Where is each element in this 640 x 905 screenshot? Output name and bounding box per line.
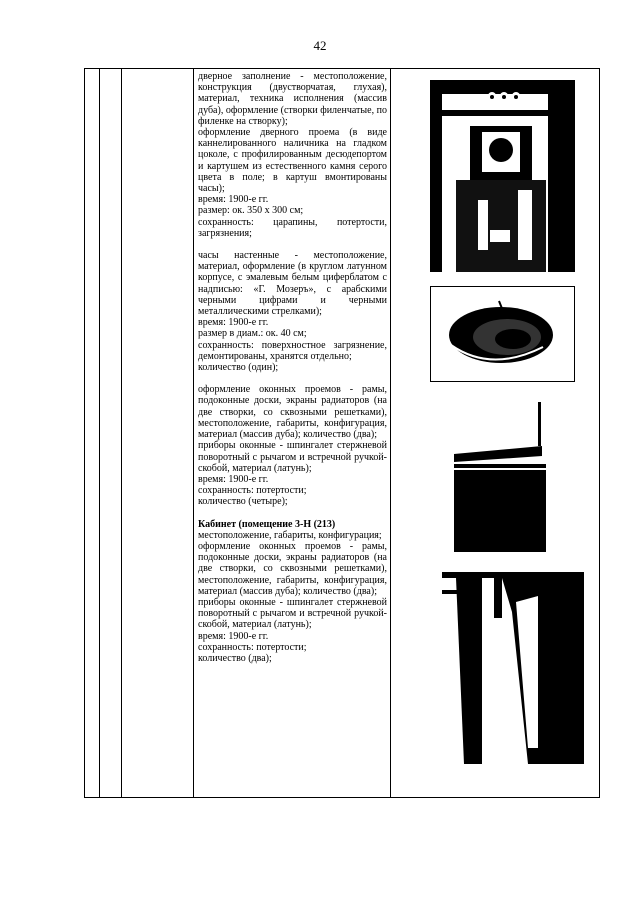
column-divider-2 xyxy=(121,69,122,797)
description-text: размер в диам.: ок. 40 см; xyxy=(198,328,307,340)
description-text: количество (четыре); xyxy=(198,496,288,508)
column-divider-1 xyxy=(99,69,100,797)
window-frame-photo xyxy=(442,572,584,764)
description-text: сохранность: потертости; xyxy=(198,641,307,653)
clock-photo xyxy=(430,286,575,382)
description-text: сохранность: царапины, потертости, загрязнения; xyxy=(198,216,387,239)
door-photo xyxy=(430,80,575,272)
description-text: приборы оконные - шпингалет стержневой поворотный с рычагом и встречной ручкой-скобой, материал (латунь); xyxy=(198,596,387,631)
window-photo xyxy=(454,402,546,552)
description-text: местоположение, габариты, конфигурация; xyxy=(198,529,382,541)
description-text: сохранность: поверхностное загрязнение, демонтированы, хранятся отдельно; xyxy=(198,339,387,362)
description-text: количество (один); xyxy=(198,362,279,374)
description-text: размер: ок. 350 х 300 см; xyxy=(198,205,304,217)
page-number: 42 xyxy=(313,38,327,53)
description-text: дверное заполнение - местоположение, конструкция (двустворчатая, глухая), материал, техника исполнения (массив дуба), оформление (створки филенчатые, по филенке на створку); xyxy=(198,71,387,127)
room-heading: Кабинет (помещение 3-Н (213) xyxy=(198,518,336,530)
description-text: оформление оконных проемов - рамы, подоконные доски, экраны радиаторов (на две створки, со сквозными решетками), местоположение, габариты, конфигурация, материал (массив дуба); количество (два); xyxy=(198,540,387,597)
description-text: количество (два); xyxy=(198,652,272,664)
description-text: время: 1900-е гг. xyxy=(198,473,269,485)
description-text: приборы оконные - шпингалет стержневой поворотный с рычагом и встречной ручкой-скобой, материал (латунь); xyxy=(198,440,387,474)
column-divider-4 xyxy=(390,69,391,797)
description-text: часы настенные - местоположение, материал, оформление (в круглом латунном корпусе, с эмалевым белым циферблатом с надписью: «Г. Мозеръ», с арабскими черными цифрами и черными металлическими стрелками); xyxy=(198,250,387,318)
column-divider-3 xyxy=(193,69,194,797)
description-text: оформление дверного проема (в виде каннелированного наличника на гладком цоколе, с профилированным десюдепортом и картушем из естественного камня серого цвета в поле; в картуш вмонтированы часы); xyxy=(198,127,387,195)
description-column xyxy=(198,71,387,664)
description-text: оформление оконных проемов - рамы, подоконные доски, экраны радиаторов (на две створки, со сквозными решетками), местоположение, габариты, конфигурация, материал (массив дуба); количество (два); xyxy=(198,384,387,441)
description-text: время: 1900-е гг. xyxy=(198,317,269,329)
description-text: сохранность: потертости; xyxy=(198,485,307,497)
description-text: время: 1900-е гг. xyxy=(198,630,269,642)
description-text: время: 1900-е гг. xyxy=(198,194,269,206)
